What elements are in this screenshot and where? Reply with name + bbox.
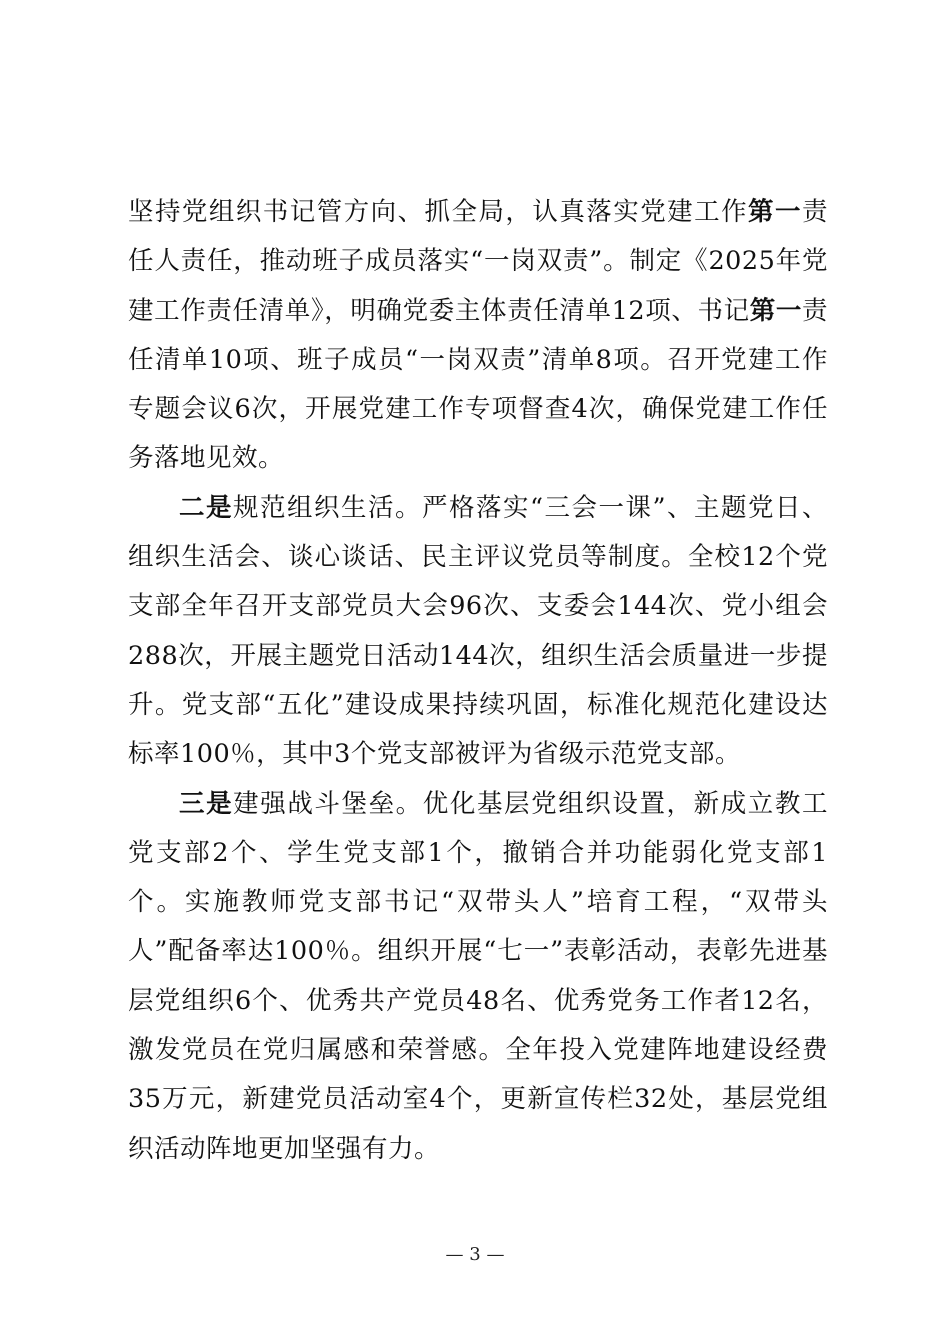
document-body <box>128 188 828 1174</box>
paragraph-organization-life <box>128 484 828 780</box>
bold-term-first: 第一 <box>748 197 802 227</box>
paragraph-fortress <box>128 780 828 1174</box>
bold-term-first: 第一 <box>749 295 802 326</box>
paragraph-responsibility <box>128 188 828 484</box>
paragraph-lead-term: 二是 <box>179 492 233 523</box>
page-number: — 3 — <box>445 1244 505 1265</box>
text-segment: 责任人责任，推动班子成员落实“一岗双责”。制定《2025年党建工作责任清单》，明确党委主体责任清单12项、书记 <box>128 197 828 326</box>
text-segment: 建强战斗堡垒。优化基层党组织设置，新成立教工党支部2个、学生党支部1个，撤销合并功能弱化党支部1个。实施教师党支部书记“双带头人”培育工程，“双带头人”配备率达100％。组织开展“七一”表彰活动，表彰先进基层党组织6个、优秀共产党员48名、优秀党务工作者12名，激发党员在党归属感和荣誉感。全年投入党建阵地建设经费35万元，新建党员活动室4个，更新宣传栏32处，基层党组织活动阵地更加坚强有力。 <box>128 788 828 1164</box>
text-segment: 责任清单10项、班子成员“一岗双责”清单8项。召开党建工作专题会议6次，开展党建工作专项督查4次，确保党建工作任务落地见效。 <box>128 295 828 474</box>
text-segment: 规范组织生活。严格落实“三会一课”、主题党日、组织生活会、谈心谈话、民主评议党员等制度。全校12个党支部全年召开支部党员大会96次、支委会144次、党小组会288次，开展主题党日活动144次，组织生活会质量进一步提升。党支部“五化”建设成果持续巩固，标准化规范化建设达标率100％，其中3个党支部被评为省级示范党支部。 <box>128 492 828 770</box>
text-segment: 坚持党组织书记管方向、抓全局，认真落实党建工作 <box>128 197 749 227</box>
paragraph-lead-term: 三是 <box>179 788 234 819</box>
